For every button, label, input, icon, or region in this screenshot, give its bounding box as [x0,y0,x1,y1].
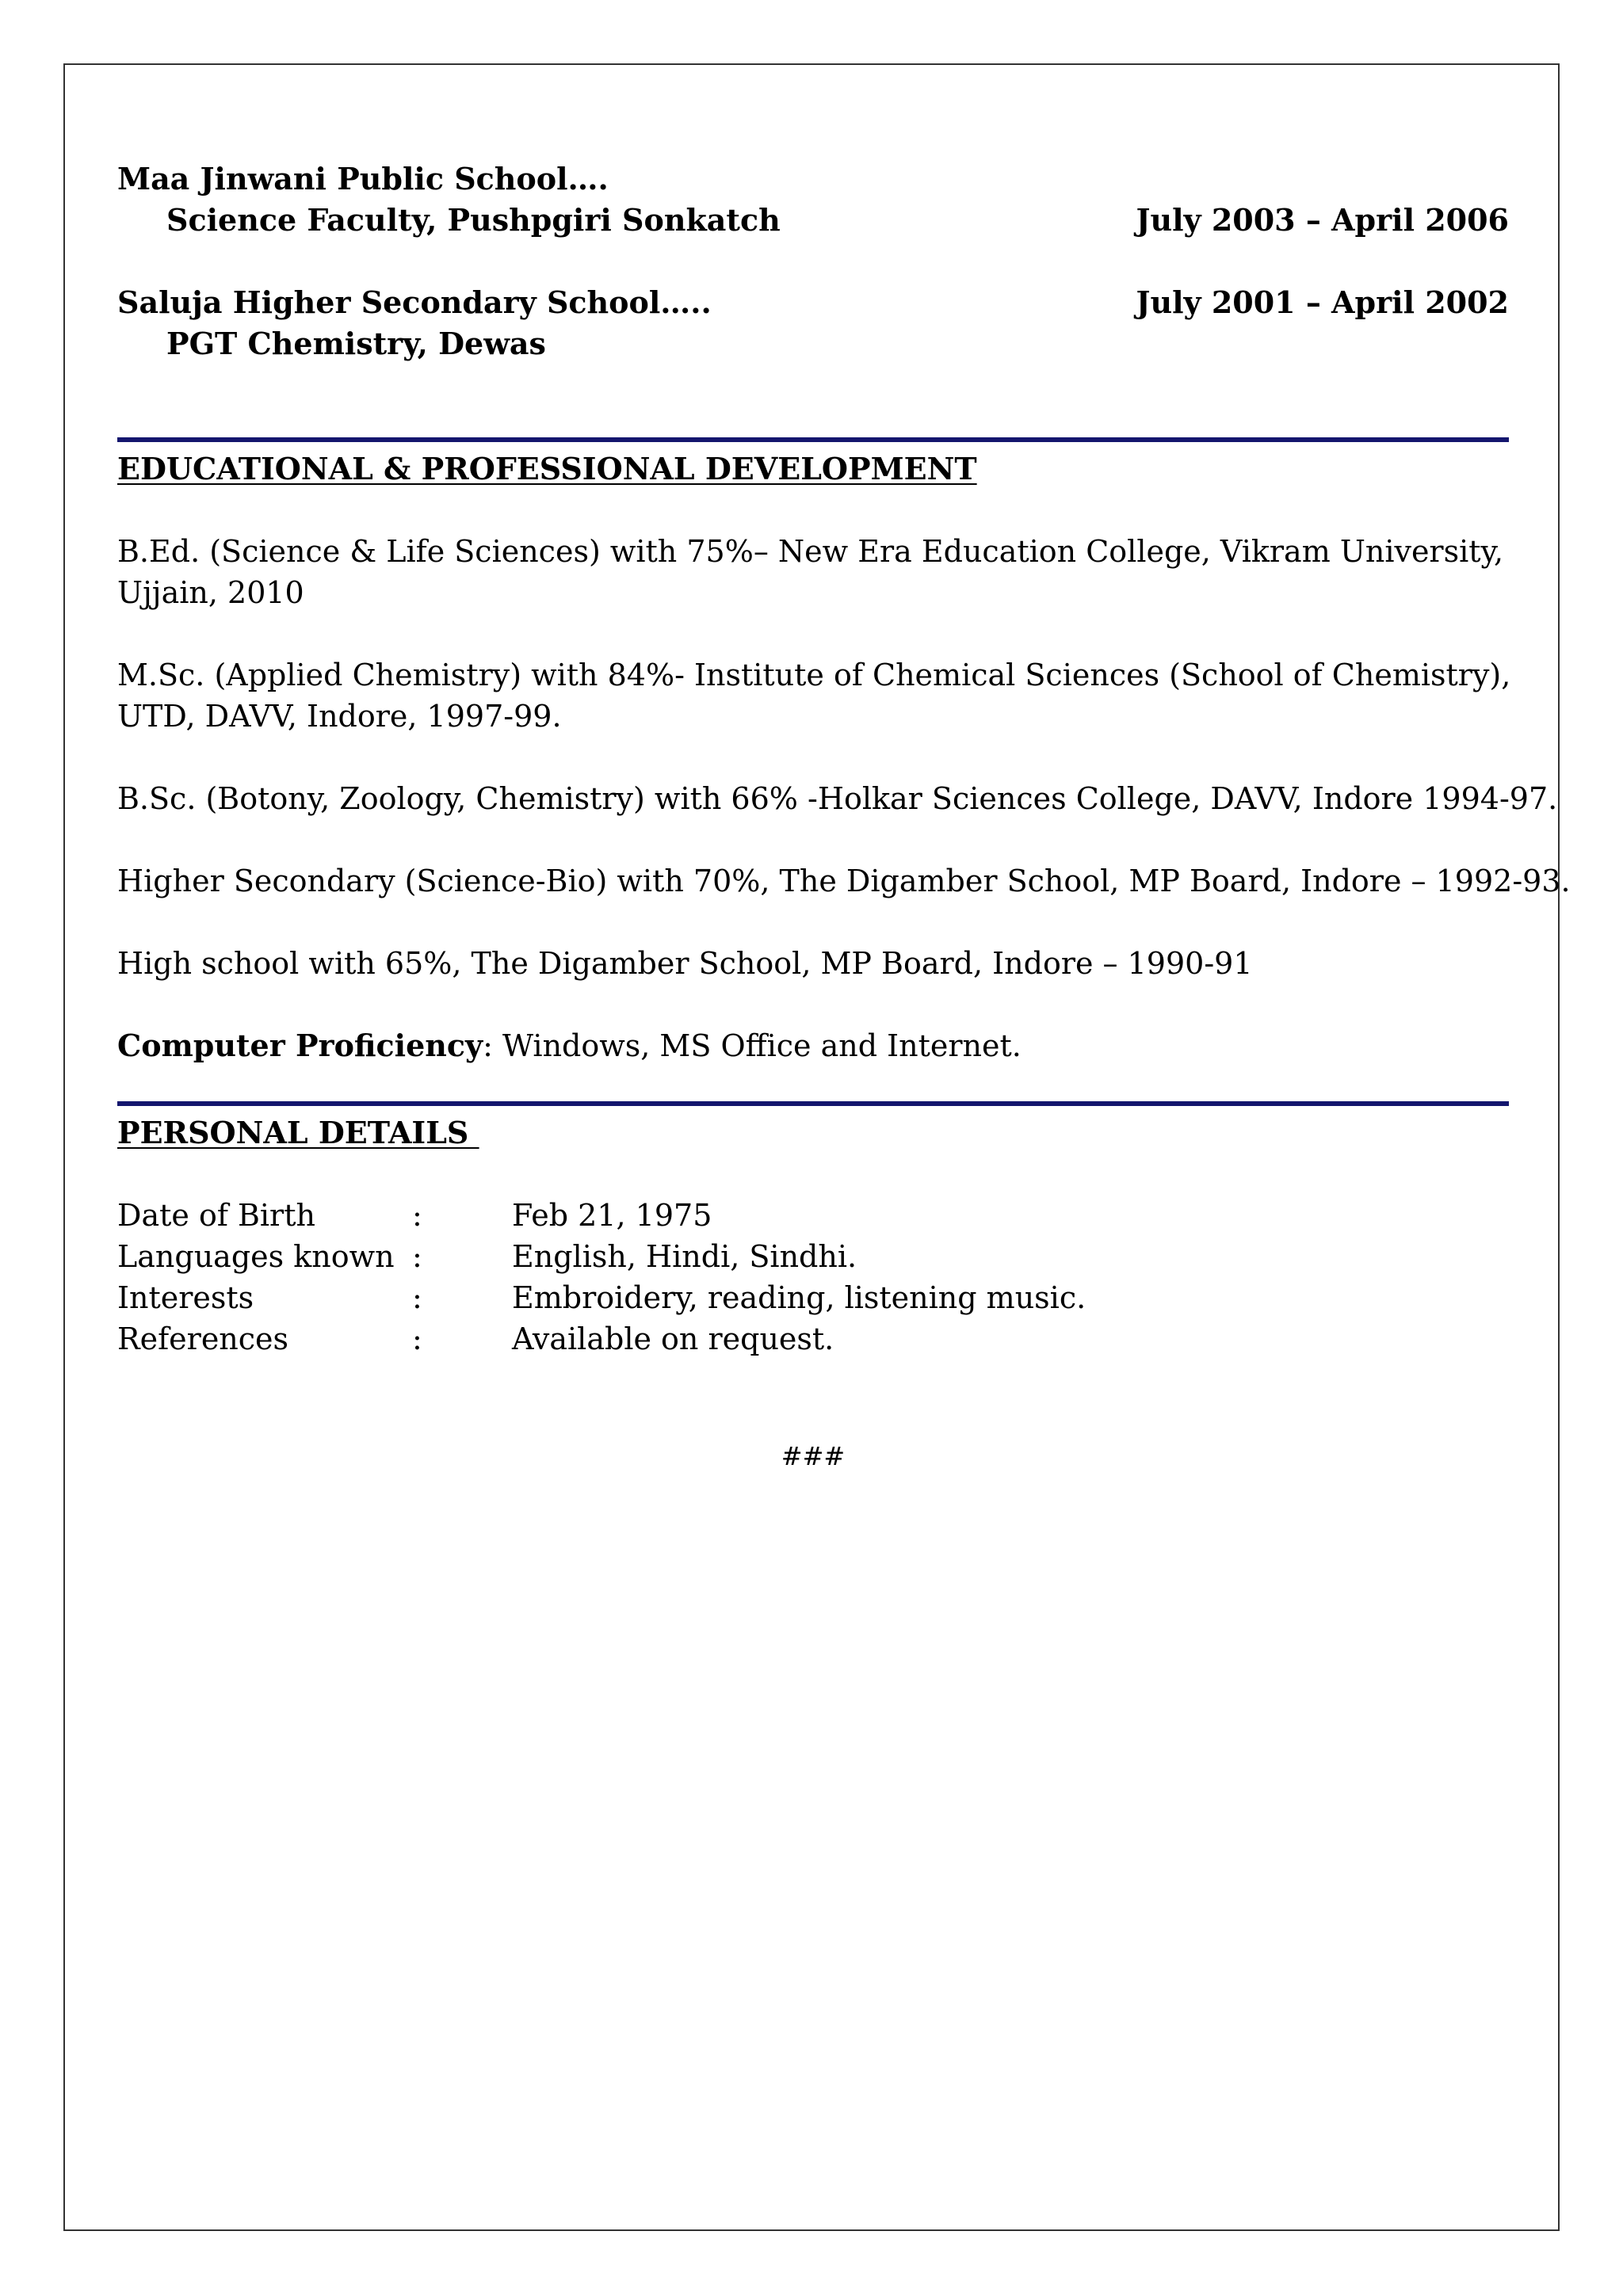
personal-heading: PERSONAL DETAILS [117,1115,479,1150]
education-item-4: Higher Secondary (Science-Bio) with 70%, The Digamber School, MP Board, Indore – 1992-93. [117,864,1571,898]
personal-row-separator: : [412,1198,422,1233]
education-item-2-line-1: M.Sc. (Applied Chemistry) with 84%- Institute of Chemical Sciences (School of Chemistry), [117,658,1511,692]
personal-row-key: References [117,1322,289,1356]
education-item-3: B.Sc. (Botony, Zoology, Chemistry) with 66% -Holkar Sciences College, DAVV, Indore 1994-97. [117,781,1558,816]
personal-row-value: Available on request. [512,1322,834,1356]
personal-row-value: English, Hindi, Sindhi. [512,1239,857,1274]
education-heading: EDUCATIONAL & PROFESSIONAL DEVELOPMENT [117,451,977,486]
experience-2-institution: Saluja Higher Secondary School….. [117,284,712,320]
personal-row-key: Date of Birth [117,1198,315,1233]
education-item-5: High school with 65%, The Digamber School, MP Board, Indore – 1990-91 [117,946,1253,981]
personal-row-value: Feb 21, 1975 [512,1198,712,1233]
experience-2-period: July 2001 – April 2002 [1136,284,1509,320]
personal-row-value: Embroidery, reading, listening music. [512,1280,1086,1315]
experience-1-period: July 2003 – April 2006 [1136,202,1509,238]
education-item-1-line-2: Ujjain, 2010 [117,575,304,610]
computer-proficiency [117,1025,1509,1066]
education-item-1-line-1: B.Ed. (Science & Life Sciences) with 75%– New Era Education College, Vikram University, [117,534,1504,569]
experience-1-role-row [117,200,1509,241]
personal-row-key: Languages known [117,1239,395,1274]
experience-2-institution-row [117,282,1509,323]
computer-proficiency-value: : Windows, MS Office and Internet. [483,1028,1022,1063]
personal-row-separator: : [412,1239,422,1274]
personal-row-key: Interests [117,1280,254,1315]
personal-row-separator: : [412,1322,422,1356]
experience-1-institution: Maa Jinwani Public School…. [117,161,609,196]
experience-1-role: Science Faculty, Pushpgiri Sonkatch [166,202,781,238]
experience-2-role: PGT Chemistry, Dewas [166,326,546,361]
section-divider [117,1101,1509,1106]
education-item-2-line-2: UTD, DAVV, Indore, 1997-99. [117,699,562,734]
end-marker: ### [781,1441,846,1471]
computer-proficiency-label: Computer Proficiency [117,1028,483,1063]
personal-row-separator: : [412,1280,422,1315]
section-divider [117,437,1509,442]
